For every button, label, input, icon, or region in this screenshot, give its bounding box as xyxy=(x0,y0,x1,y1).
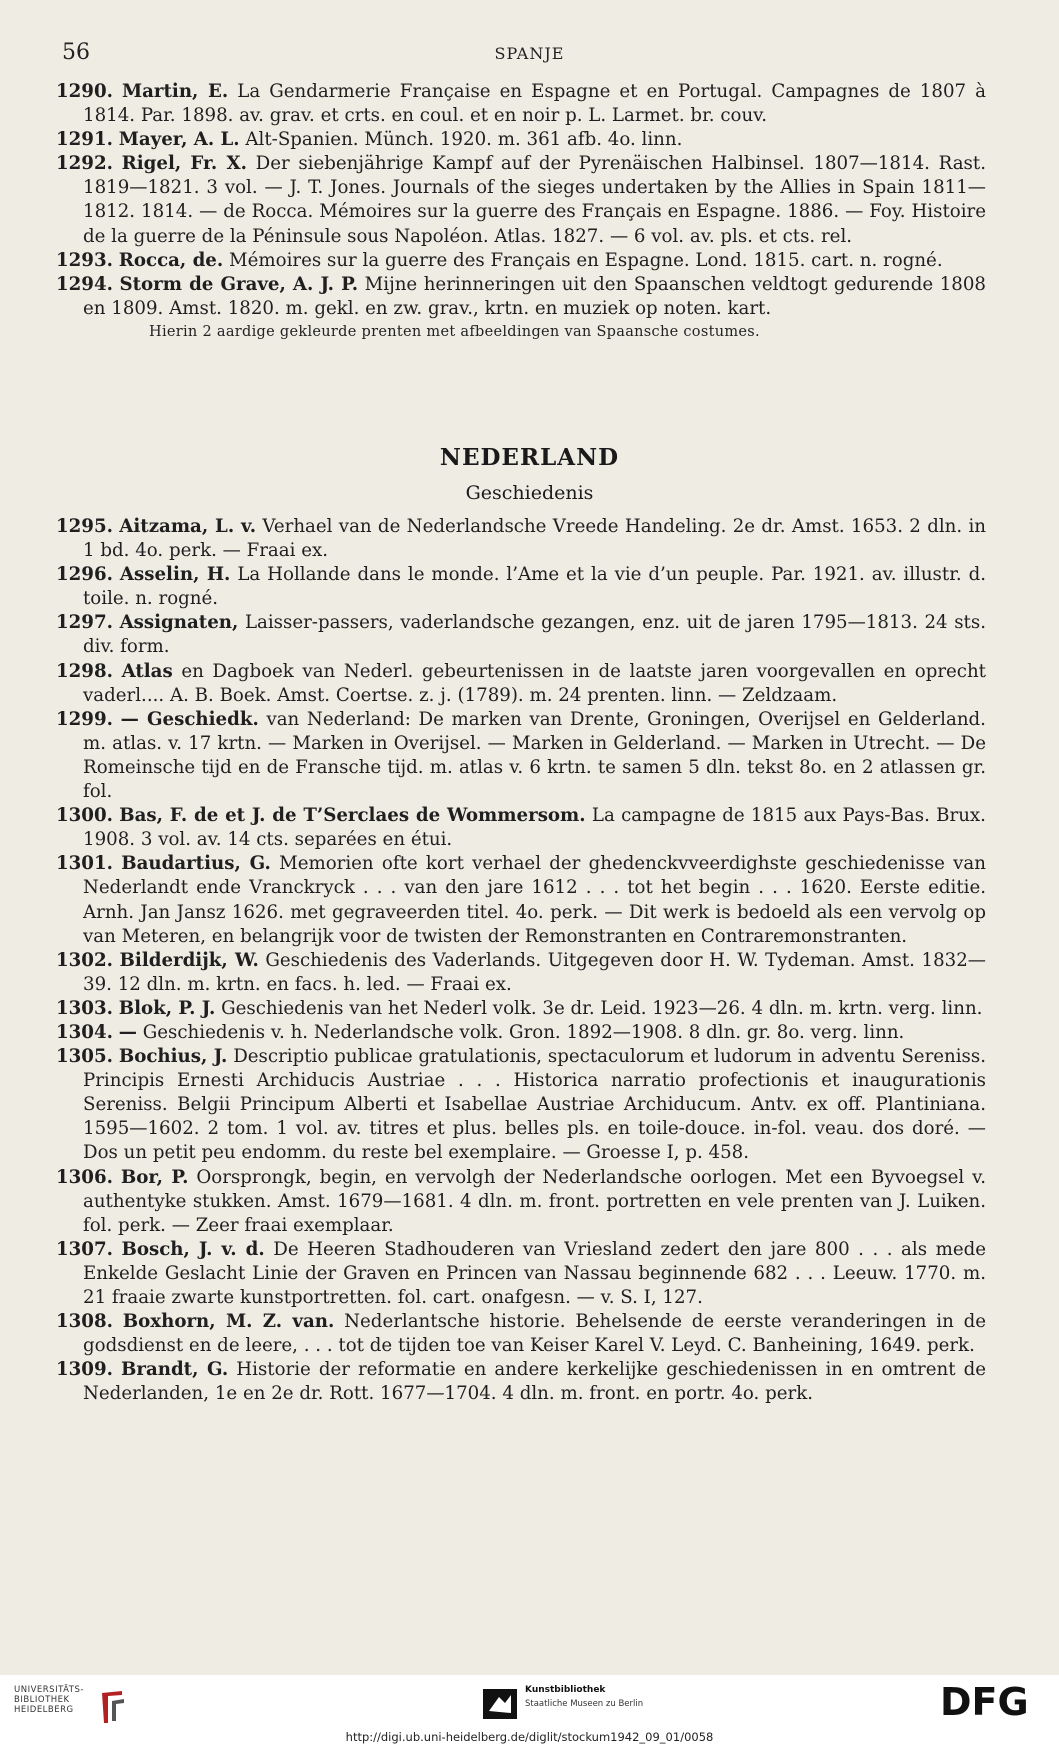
entry-author: Asselin, H. xyxy=(119,564,231,586)
entry-number: 1301. xyxy=(56,853,113,875)
catalog-entry xyxy=(56,80,986,128)
entry-text: Verhael van de Nederlandsche Vreede Handeling. 2e dr. Amst. 1653. 2 dln. in 1 bd. 4o. perk. — Fraai ex. xyxy=(83,516,986,562)
entry-author: Bas, F. de et J. de T’Serclaes de Wommersom. xyxy=(119,805,586,827)
catalog-entry xyxy=(56,152,986,248)
catalog-entry xyxy=(56,515,986,563)
catalog-entry xyxy=(56,804,986,852)
kunstbibliothek-logo[interactable] xyxy=(483,1683,683,1723)
entry-text: La Hollande dans le monde. l’Ame et la vie d’un peuple. Par. 1921. av. illustr. d. toile. n. rogné. xyxy=(83,564,986,610)
entry-number: 1296. xyxy=(56,564,113,586)
entry-text: van Nederland: De marken van Drente, Groningen, Overijsel en Gelderland. m. atlas. v. 17 krtn. — Marken in Overijsel. — Marken in Gelderland. — Marken in Utrecht. — De Romeinsche tijd en de Fransche tijd. m. atlas v. 6 krtn. te samen 5 dln. tekst 8o. en 2 atlassen gr. fol. xyxy=(83,708,986,803)
entry-number: 1292. xyxy=(56,153,113,175)
entry-text: Geschiedenis des Vaderlands. Uitgegeven door H. W. Tydeman. Amst. 1832—39. 12 dln. m. krtn. en facs. h. led. — Fraai ex. xyxy=(83,949,986,995)
catalog-entry xyxy=(56,997,986,1021)
entry-author: Bor, P. xyxy=(120,1166,189,1188)
entry-number: 1309. xyxy=(56,1359,113,1381)
entry-author: Boxhorn, M. Z. van. xyxy=(122,1311,335,1333)
heidelberg-library-name xyxy=(14,1685,84,1715)
entry-text: Der siebenjährige Kampf auf der Pyrenäischen Halbinsel. 1807—1814. Rast. 1819—1821. 3 vol. — J. T. Jones. Journals of the sieges undertaken by the Allies in Spain 1811—1812. 1814. — de Rocca. Mémoires sur la guerre des Français en Espagne. 1886. — Foy. Histoire de la guerre de la Péninsule sous Napoléon. Atlas. 1827. — 6 vol. av. pls. et cts. rel. xyxy=(83,153,986,247)
entry-text: Alt-Spanien. Münch. 1920. m. 361 afb. 4o. linn. xyxy=(245,129,683,151)
catalog-entry xyxy=(56,852,986,948)
source-url[interactable]: http://digi.ub.uni-heidelberg.de/diglit/stockum1942_09_01/0058 xyxy=(345,1730,714,1744)
entry-author: Bosch, J. v. d. xyxy=(121,1238,265,1260)
entry-author: — xyxy=(118,1021,137,1043)
entry-author: Assignaten, xyxy=(119,612,239,634)
catalog-entry xyxy=(56,1238,986,1310)
entry-number: 1308. xyxy=(56,1311,113,1333)
catalog-entry xyxy=(56,660,986,708)
catalog-entry xyxy=(56,611,986,659)
catalog-entry xyxy=(56,1358,986,1406)
heidelberg-mark-icon xyxy=(98,1687,128,1727)
kunstbibliothek-bird-icon xyxy=(483,1689,517,1719)
kunstbibliothek-title: Kunstbibliothek xyxy=(525,1685,606,1695)
catalog-entry xyxy=(56,1021,986,1045)
dfg-logo-text: DFG xyxy=(940,1681,1029,1721)
catalog-entry xyxy=(56,1166,986,1238)
entry-number: 1294. xyxy=(56,273,113,295)
entry-author: Bochius, J. xyxy=(118,1046,228,1068)
entry-author: Baudartius, G. xyxy=(121,853,271,875)
entry-number: 1299. xyxy=(56,708,113,730)
catalog-entry xyxy=(56,273,986,321)
entry-text: Mijne herinneringen uit den Spaanschen veldtogt gedurende 1808 en 1809. Amst. 1820. m. gekl. en zw. grav., krtn. en muziek op noten. kart. xyxy=(83,273,986,319)
catalog-entry xyxy=(56,708,986,804)
catalog-entry xyxy=(56,949,986,997)
entry-text: De Heeren Stadhouderen van Vriesland zedert den jare 800 . . . als mede Enkelde Geslacht Linie der Graven en Princen van Nassau beginnende 682 . . . Leeuw. 1770. m. 21 fraaie zwarte kunstportretten. fol. cart. onafgesn. — v. S. I, 127. xyxy=(83,1238,986,1308)
entry-number: 1302. xyxy=(56,949,113,971)
catalog-entry xyxy=(56,1310,986,1358)
entry-author: Atlas xyxy=(121,660,173,682)
entry-author: Storm de Grave, A. J. P. xyxy=(119,273,359,295)
entry-text: Historie der reformatie en andere kerkelijke geschiedenissen in en omtrent de Nederlanden, 1e en 2e dr. Rott. 1677—1704. 4 dln. m. front. en portr. 4o. perk. xyxy=(83,1359,986,1405)
catalog-entry xyxy=(56,249,986,273)
entry-text: Laisser-passers, vaderlandsche gezangen, enz. uit de jaren 1795—1813. 24 sts. div. form. xyxy=(83,612,986,658)
entry-author: Rocca, de. xyxy=(118,249,224,271)
catalog-entry xyxy=(56,128,986,152)
entry-author: — Geschiedk. xyxy=(120,708,259,730)
entry-text: La campagne de 1815 aux Pays-Bas. Brux. 1908. 3 vol. av. 14 cts. separées en étui. xyxy=(83,805,986,851)
entry-text: Geschiedenis van het Nederl volk. 3e dr. Leid. 1923—26. 4 dln. m. krtn. verg. linn. xyxy=(221,997,983,1019)
entry-number: 1297. xyxy=(56,612,113,634)
entry-number: 1306. xyxy=(56,1166,113,1188)
entry-text: Memorien ofte kort verhael der ghedenckvveerdighste geschiedenisse van Nederlandt ende Vranckryck . . . van den jare 1612 . . . tot het begin . . . 1620. Eerste editie. Arnh. Jan Jansz 1626. met gegraveerden titel. 4o. perk. — Dit werk is bedoeld als een vervolg op van Meteren, en belangrijk voor de twisten der Remonstranten en Contraremonstranten. xyxy=(83,853,986,947)
running-head: SPANJE xyxy=(494,44,565,63)
entry-text: Oorsprongk, begin, en vervolgh der Nederlandsche oorlogen. Met een Byvoegsel v. authentyke stukken. Amst. 1679—1681. 4 dln. m. front. portretten en vele prenten van J. Luiken. fol. perk. — Zeer fraai exemplaar. xyxy=(83,1166,986,1236)
footer xyxy=(0,1675,1059,1749)
uni-line-3: HEIDELBERG xyxy=(14,1705,74,1715)
spanje-entry-list xyxy=(56,80,986,343)
entry-number: 1290. xyxy=(56,81,113,102)
entry-number: 1300. xyxy=(56,805,113,827)
entry-text: Descriptio publicae gratulationis, spectaculorum et ludorum in adventu Sereniss. Principis Ernesti Archiducis Austriae . . . Historica narratio profectionis et inaugurationis Sereniss. Belgii Principum Alberti et Isabellae Austriae Archiducum. Antv. ex off. Plantiniana. 1595—1602. 2 tom. 1 vol. av. titres et plus. belles pls. en toile-douce. in-fol. veau. dos doré. — Dos un petit peu endomm. du reste bel exemplaire. — Groesse I, p. 458. xyxy=(83,1046,986,1164)
entry-text: Nederlantsche historie. Behelsende de eerste veranderingen in de godsdienst en de leere, . . . tot de tijden toe van Keiser Karel V. Leyd. C. Banheining, 1649. perk. xyxy=(83,1311,986,1357)
entry-number: 1293. xyxy=(56,249,113,271)
entry-note: Hierin 2 aardige gekleurde prenten met afbeeldingen van Spaansche costumes. xyxy=(149,323,760,340)
entry-number: 1295. xyxy=(56,516,113,537)
page-number: 56 xyxy=(62,40,90,65)
heidelberg-library-logo[interactable] xyxy=(14,1685,134,1735)
catalog-entry xyxy=(56,563,986,611)
kunstbibliothek-subtitle: Staatliche Museen zu Berlin xyxy=(525,1699,644,1709)
entry-number: 1303. xyxy=(56,997,113,1019)
entry-number: 1291. xyxy=(56,129,113,151)
entry-author: Brandt, G. xyxy=(121,1359,229,1381)
dfg-logo[interactable] xyxy=(940,1681,1045,1721)
entry-text: La Gendarmerie Française en Espagne et en Portugal. Campagnes de 1807 à 1814. Par. 1898. av. grav. et crts. en coul. et en noir p. L. Larmet. br. couv. xyxy=(83,81,986,127)
nederland-entry-list xyxy=(56,515,986,1406)
entry-author: Martin, E. xyxy=(122,81,229,102)
entry-author: Mayer, A. L. xyxy=(118,129,240,151)
uni-line-2: BIBLIOTHEK xyxy=(14,1695,70,1705)
entry-author: Aitzama, L. v. xyxy=(119,516,257,537)
section-title: NEDERLAND xyxy=(439,444,620,471)
entry-number: 1304. xyxy=(56,1021,113,1043)
entry-number: 1305. xyxy=(56,1046,113,1068)
entry-author: Rigel, Fr. X. xyxy=(121,153,247,175)
entry-text: Mémoires sur la guerre des Français en Espagne. Lond. 1815. cart. n. rogné. xyxy=(229,249,943,271)
entry-author: Bilderdijk, W. xyxy=(119,949,259,971)
section-subtitle: Geschiedenis xyxy=(465,482,594,504)
entry-number: 1298. xyxy=(56,660,113,682)
entry-number: 1307. xyxy=(56,1238,113,1260)
entry-text: en Dagboek van Nederl. gebeurtenissen in de laatste jaren voorgevallen en oprecht vaderl.... A. B. Boek. Amst. Coertse. z. j. (1789). m. 24 prenten. linn. — Zeldzaam. xyxy=(83,660,986,706)
catalog-entry xyxy=(56,1045,986,1165)
entry-text: Geschiedenis v. h. Nederlandsche volk. Gron. 1892—1908. 8 dln. gr. 8o. verg. linn. xyxy=(142,1021,905,1043)
entry-author: Blok, P. J. xyxy=(118,997,216,1019)
uni-line-1: UNIVERSITÄTS- xyxy=(14,1685,84,1695)
